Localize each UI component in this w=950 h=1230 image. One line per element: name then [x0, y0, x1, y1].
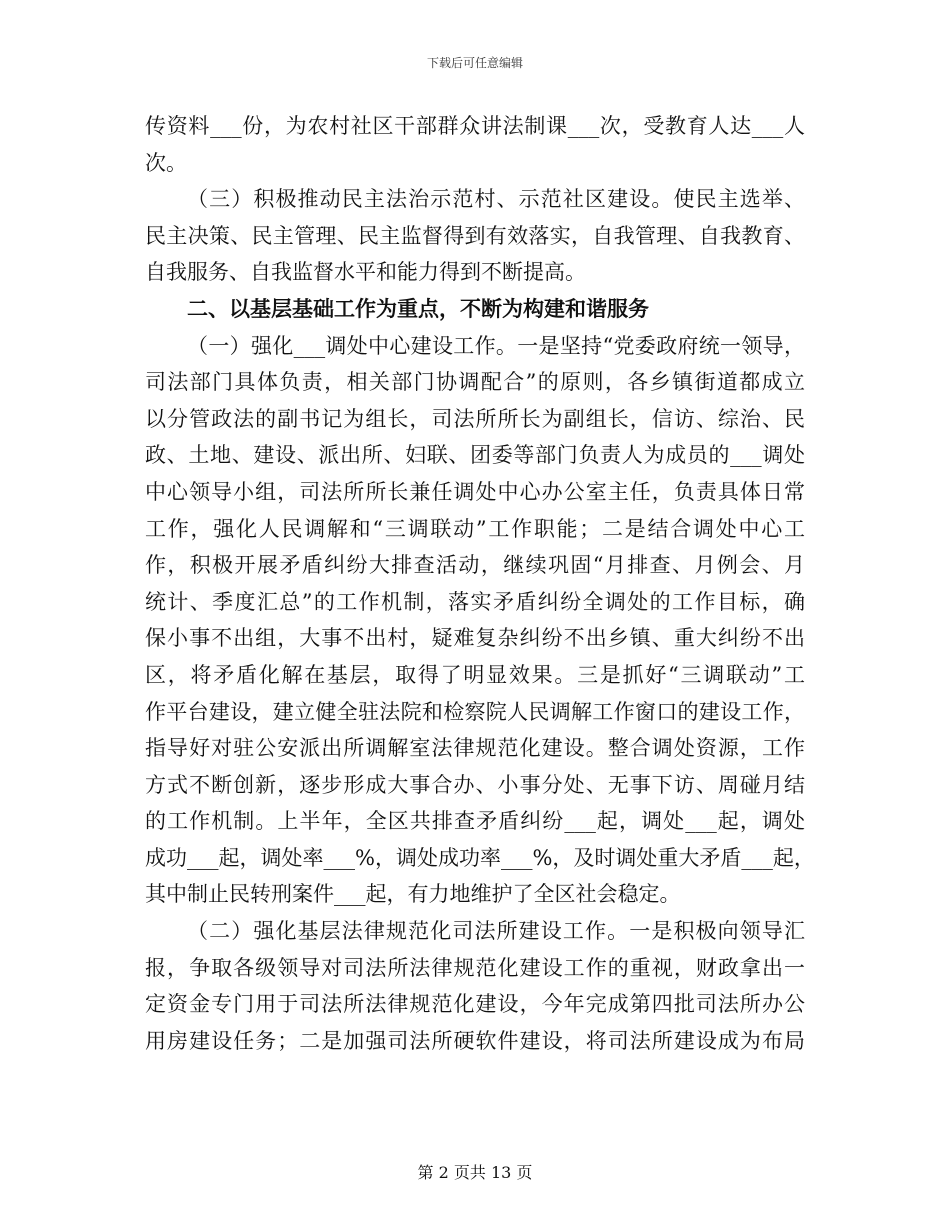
text-line: 的工作机制。上半年，全区共排查矛盾纠纷___起，调处___起，调处 — [145, 809, 805, 834]
page-header: 下载后可任意编辑 — [426, 56, 523, 70]
text-line: （一）强化___调处中心建设工作。一是坚持“党委政府统一领导， — [187, 333, 805, 358]
text-line: （二）强化基层法律规范化司法所建设工作。一是积极向领导汇 — [187, 919, 805, 944]
text-line: 用房建设任务；二是加强司法所硬软件建设，将司法所建设成为布局 — [145, 1028, 805, 1053]
document-body — [145, 108, 815, 1059]
text-line: 政、土地、建设、派出所、妇联、团委等部门负责人为成员的___调处 — [145, 443, 805, 468]
text-line: 作，积极开展矛盾纠纷大排查活动，继续巩固“月排查、月例会、月 — [145, 553, 805, 578]
text-line: 其中制止民转刑案件___起，有力地维护了全区社会稳定。 — [145, 882, 681, 907]
text-line: 报，争取各级领导对司法所法律规范化建设工作的重视，财政拿出一 — [145, 955, 805, 980]
text-line: 区，将矛盾化解在基层，取得了明显效果。三是抓好“三调联动”工 — [145, 662, 805, 687]
text-line: 次。 — [145, 150, 187, 175]
text-line: 指导好对驻公安派出所调解室法律规范化建设。整合调处资源，工作 — [145, 736, 805, 761]
section-heading: 二、以基层基础工作为重点，不断为构建和谐服务 — [187, 295, 649, 321]
text-line: 司法部门具体负责，相关部门协调配合”的原则，各乡镇街道都成立 — [145, 370, 805, 395]
text-line: 自我服务、自我监督水平和能力得到不断提高。 — [145, 260, 586, 285]
text-line: 定资金专门用于司法所法律规范化建设，今年完成第四批司法所办公 — [145, 992, 805, 1017]
text-line: 民主决策、民主管理、民主监督得到有效落实，自我管理、自我教育、 — [145, 223, 805, 248]
text-line: 中心领导小组，司法所所长兼任调处中心办公室主任，负责具体日常 — [145, 479, 805, 504]
text-line: 成功___起，调处率___%，调处成功率___%，及时调处重大矛盾___起， — [145, 845, 815, 870]
text-line: 统计、季度汇总”的工作机制，落实矛盾纠纷全调处的工作目标，确 — [145, 589, 805, 614]
text-line: 工作，强化人民调解和“三调联动”工作职能；二是结合调处中心工 — [145, 516, 805, 541]
text-line: 作平台建设，建立健全驻法院和检察院人民调解工作窗口的建设工作， — [145, 699, 805, 724]
text-line: 保小事不出组，大事不出村，疑难复杂纠纷不出乡镇、重大纠纷不出 — [145, 626, 805, 651]
text-line: 方式不断创新，逐步形成大事合办、小事分处、无事下访、周碰月结 — [145, 772, 805, 797]
text-line: 以分管政法的副书记为组长，司法所所长为副组长，信访、综治、民 — [145, 406, 805, 431]
page-footer: 第 2 页共 13 页 — [417, 1163, 533, 1182]
text-line: （三）积极推动民主法治示范村、示范社区建设。使民主选举、 — [187, 187, 805, 212]
text-line: 传资料___份，为农村社区干部群众讲法制课___次，受教育人达___人 — [145, 114, 805, 138]
